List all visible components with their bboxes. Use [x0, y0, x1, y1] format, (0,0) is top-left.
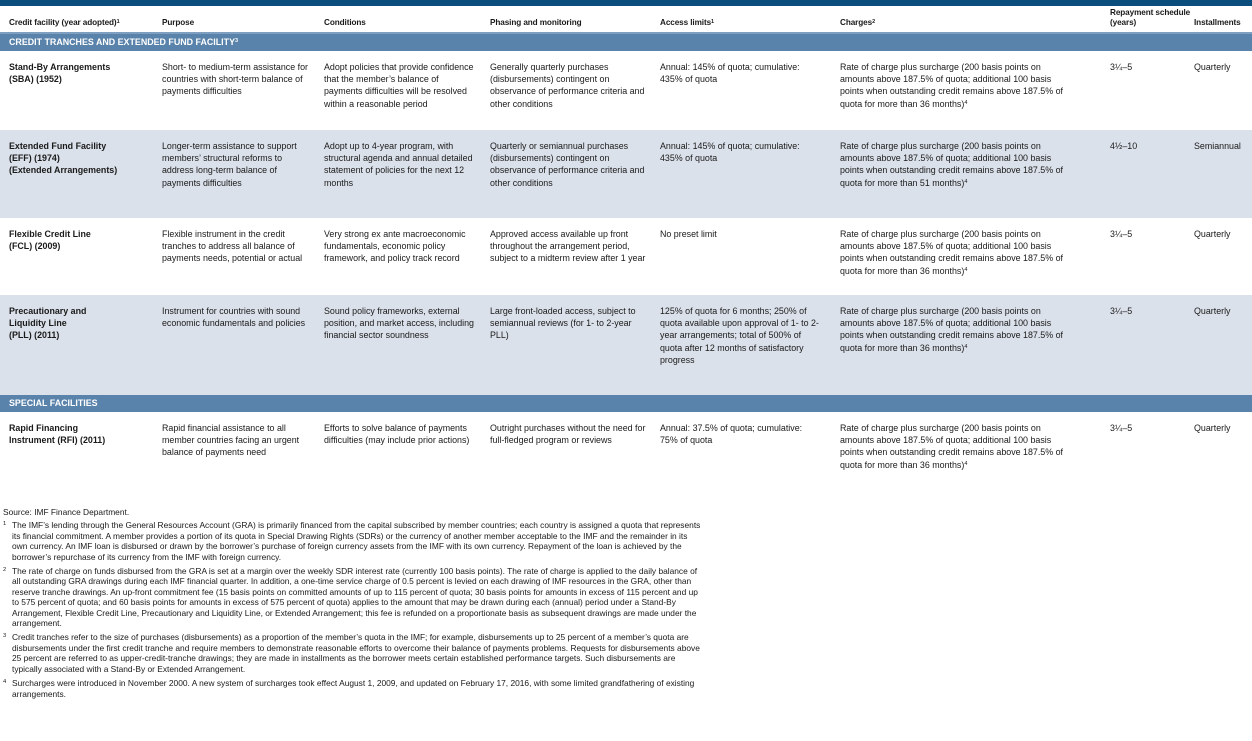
repayment-cell-text: 4½–10: [1110, 141, 1138, 151]
access-limits-cell: [660, 130, 840, 218]
facility-name-line: Instrument (RFI) (2011): [9, 435, 106, 446]
source-note: Source: IMF Finance Department.: [3, 507, 130, 517]
footnote: [3, 566, 703, 628]
phasing-cell: [490, 130, 660, 218]
access-limits-cell-text: Annual: 145% of quota; cumulative: 435% of quota: [660, 62, 800, 85]
repayment-cell: [1110, 295, 1194, 395]
conditions-cell: [324, 295, 490, 395]
footnote-ref: 4: [964, 460, 968, 467]
repayment-cell-text: 3¼–5: [1110, 306, 1133, 316]
purpose-cell-text: Longer-term assistance to support members’ structural reforms to address long-term balance of payments difficulties: [162, 141, 297, 188]
col-header-installments: Installments: [1194, 18, 1241, 27]
col-header-phasing: Phasing and monitoring: [490, 18, 582, 27]
facility-name-line: Flexible Credit Line: [9, 229, 91, 239]
facility-name-line: Rapid Financing: [9, 423, 79, 433]
conditions-cell: [324, 130, 490, 218]
conditions-cell-text: Efforts to solve balance of payments difficulties (may include prior actions): [324, 423, 470, 446]
purpose-cell-text: Rapid financial assistance to all member countries facing an urgent balance of payments need: [162, 423, 300, 458]
charges-cell-text: Rate of charge plus surcharge (200 basis points on amounts above 187.5% of quota; additional 100 basis points when outstanding credit remains above 187.5% of quota for more than 36 months): [840, 306, 1064, 353]
col-header-purpose: Purpose: [162, 18, 195, 27]
repayment-cell: [1110, 130, 1194, 218]
footnote-number: 1: [3, 521, 7, 528]
purpose-cell-text: Short- to medium-term assistance for countries with short-term balance of payments difficulties: [162, 62, 308, 97]
conditions-cell-text: Adopt up to 4-year program, with structural agenda and annual detailed statement of policies for the next 12 months: [324, 141, 473, 188]
col-header-repayment: Repayment schedule (years): [1110, 8, 1191, 27]
section-title-text: SPECIAL FACILITIES: [9, 398, 98, 409]
repayment-cell-text: 3¼–5: [1110, 62, 1133, 72]
table-row: [0, 218, 1252, 295]
footnotes: [3, 507, 703, 703]
conditions-cell-text: Adopt policies that provide confidence that the member’s balance of payments difficulties will be resolved within a reasonable period: [324, 62, 474, 109]
table-row: [0, 130, 1252, 218]
facility-name: [0, 218, 162, 295]
charges-cell-text: Rate of charge plus surcharge (200 basis points on amounts above 187.5% of quota; additional 100 basis points when outstanding credit remains above 187.5% of quota for more than 36 months): [840, 229, 1064, 276]
facility-name-line: (SBA) (1952): [9, 74, 62, 85]
footnote-ref: 4: [964, 266, 968, 273]
repayment-cell: [1110, 51, 1194, 130]
col-header-charges: Charges$^2$: [840, 18, 876, 27]
charges-cell: [840, 130, 1110, 218]
footnote-text: The IMF’s lending through the General Resources Account (GRA) is primarily financed from the capital subscribed by member countries; each country is assigned a quota that represents its financial commitment. A member provides a portion of its quota in Special Drawing Rights (SDRs) or the currency of another member acceptable to the IMF and the remainder in its own currency. An IMF loan is disbursed or drawn by the borrower’s purchase of foreign currency assets from the IMF with its own currency. Repayment of the loan is achieved by the borrower’s repurchase of its currency from the IMF with foreign currency.: [12, 520, 701, 562]
phasing-cell-text: Large front-loaded access, subject to semiannual reviews (for 1- to 2-year PLL): [490, 306, 636, 341]
facility-name-line: Liquidity Line: [9, 318, 67, 329]
installments-cell-text: Semiannual: [1194, 141, 1241, 151]
facility-name-line: (PLL) (2011): [9, 330, 60, 341]
repayment-cell: [1110, 412, 1194, 502]
charges-cell: [840, 412, 1110, 502]
phasing-cell: [490, 295, 660, 395]
installments-cell-text: Quarterly: [1194, 423, 1231, 433]
footnote-text: The rate of charge on funds disbursed from the GRA is set at a margin over the weekly SDR interest rate (currently 100 basis points). The rate of charge is applied to the daily balance of all outstanding GRA drawings during each IMF financial quarter. In addition, a one-time service charge of 0.5 percent is levied on each drawing of IMF resources in the GRA, other than reserve tranche drawings. An up-front commitment fee (15 basis points on committed amounts of up to 115 percent of quota; 30 basis points for amounts in excess of 115 percent and up to 575 percent of quota; and 60 basis points for amounts in excess of 575 percent of quota) applies to the amount that may be drawn during each (annual) period under a Stand-By Arrangement, Flexible Credit Line, Precautionary and Liquidity Line, or Extended Arrangement; this fee is refunded on a proportionate basis as subsequent drawings are made under the arrangement.: [12, 566, 698, 629]
phasing-cell-text: Approved access available up front throughout the arrangement period, subject to a midterm review after 1 year: [490, 229, 646, 264]
charges-cell-text: Rate of charge plus surcharge (200 basis points on amounts above 187.5% of quota; additional 100 basis points when outstanding credit remains above 187.5% of quota for more than 36 months): [840, 423, 1064, 470]
charges-cell: [840, 295, 1110, 395]
facility-name: [0, 295, 162, 395]
installments-cell: [1194, 218, 1252, 295]
footnote-ref: 4: [964, 178, 968, 185]
table-row: [0, 412, 1252, 502]
purpose-cell: [162, 412, 324, 502]
table-header-row: [0, 6, 1252, 33]
col-header-credit-facility: Credit facility (year adopted)$^1$: [9, 18, 120, 27]
access-limits-cell: [660, 51, 840, 130]
facility-name-line: (FCL) (2009): [9, 241, 61, 252]
facility-name-line: Precautionary and: [9, 306, 87, 316]
repayment-cell-text: 3¼–5: [1110, 423, 1133, 433]
table-row: [0, 51, 1252, 130]
access-limits-cell-text: 125% of quota for 6 months; 250% of quota available upon approval of 1- to 2-year arrangements; total of 500% of quota after 12 months of satisfactory progress: [660, 306, 819, 365]
access-limits-cell: [660, 412, 840, 502]
section-title: [0, 33, 1252, 51]
facility-name-line: (Extended Arrangements): [9, 165, 118, 176]
phasing-cell: [490, 218, 660, 295]
phasing-cell-text: Quarterly or semiannual purchases (disbursements) contingent on observance of performance criteria and other conditions: [490, 141, 645, 188]
charges-cell: [840, 218, 1110, 295]
access-limits-cell: [660, 218, 840, 295]
col-header-access-limits: Access limits$^1$: [660, 18, 715, 27]
footnote-ref: 4: [964, 99, 968, 106]
conditions-cell-text: Sound policy frameworks, external position, and market access, including financial sector soundness: [324, 306, 474, 341]
section-header: [0, 33, 1252, 51]
section-title-text: CREDIT TRANCHES AND EXTENDED FUND FACILITY: [9, 37, 235, 48]
installments-cell: [1194, 295, 1252, 395]
conditions-cell: [324, 412, 490, 502]
facility-name-line: (EFF) (1974): [9, 153, 60, 164]
facility-name: [0, 412, 162, 502]
footnote: [3, 678, 703, 699]
charges-cell-text: Rate of charge plus surcharge (200 basis points on amounts above 187.5% of quota; additional 100 basis points when outstanding credit remains above 187.5% of quota for more than 36 months): [840, 62, 1064, 109]
installments-cell-text: Quarterly: [1194, 306, 1231, 316]
conditions-cell-text: Very strong ex ante macroeconomic fundamentals, economic policy framework, and policy track record: [324, 229, 466, 264]
repayment-cell-text: 3¼–5: [1110, 229, 1133, 239]
phasing-cell-text: Outright purchases without the need for full-fledged program or reviews: [490, 423, 646, 446]
footnote-text: Credit tranches refer to the size of purchases (disbursements) as a proportion of the member’s quota in the IMF; for example, disbursements up to 25 percent of a member’s quota are disbursements under the first credit tranche and require members to demonstrate reasonable efforts to overcome their balance of payments problems. Requests for disbursements above 25 percent are referred to as upper-credit-tranche drawings; they are made in installments as the borrower meets certain established performance targets. Such disbursements are typically associated with a Stand-By or Extended Arrangement.: [12, 632, 700, 674]
conditions-cell: [324, 51, 490, 130]
charges-cell: [840, 51, 1110, 130]
installments-cell: [1194, 412, 1252, 502]
footnote-number: 4: [3, 679, 7, 686]
facility-name-line: Extended Fund Facility: [9, 141, 107, 151]
purpose-cell: [162, 51, 324, 130]
phasing-cell: [490, 412, 660, 502]
conditions-cell: [324, 218, 490, 295]
phasing-cell: [490, 51, 660, 130]
access-limits-cell-text: No preset limit: [660, 229, 717, 239]
footnote: [3, 632, 703, 674]
access-limits-cell-text: Annual: 145% of quota; cumulative: 435% of quota: [660, 141, 800, 164]
purpose-cell: [162, 218, 324, 295]
section-title: [0, 395, 1252, 412]
col-header-conditions: Conditions: [324, 18, 366, 27]
phasing-cell-text: Generally quarterly purchases (disbursements) contingent on observance of performance criteria and other conditions: [490, 62, 645, 109]
footnote-number: 3: [3, 633, 7, 640]
installments-cell-text: Quarterly: [1194, 229, 1231, 239]
footnote-text: Surcharges were introduced in November 2000. A new system of surcharges took effect August 1, 2009, and updated on February 17, 2016, with some limited grandfathering of existing arrangements.: [12, 678, 695, 699]
access-limits-cell: [660, 295, 840, 395]
footnote-number: 2: [3, 567, 7, 574]
facility-name-line: Stand-By Arrangements: [9, 62, 111, 72]
installments-cell: [1194, 51, 1252, 130]
installments-cell-text: Quarterly: [1194, 62, 1231, 72]
footnote-ref: 3: [235, 38, 239, 45]
installments-cell: [1194, 130, 1252, 218]
facility-name: [0, 130, 162, 218]
purpose-cell: [162, 130, 324, 218]
footnote-ref: 4: [964, 343, 968, 350]
access-limits-cell-text: Annual: 37.5% of quota; cumulative: 75% of quota: [660, 423, 803, 446]
footnote: [3, 520, 703, 562]
section-header: [0, 395, 1252, 412]
repayment-cell: [1110, 218, 1194, 295]
facility-name: [0, 51, 162, 130]
charges-cell-text: Rate of charge plus surcharge (200 basis points on amounts above 187.5% of quota; additional 100 basis points when outstanding credit remains above 187.5% of quota for more than 51 months): [840, 141, 1064, 188]
table-row: [0, 295, 1252, 395]
purpose-cell-text: Instrument for countries with sound economic fundamentals and policies: [162, 306, 306, 329]
purpose-cell: [162, 295, 324, 395]
lending-facilities-table: [0, 6, 1252, 502]
purpose-cell-text: Flexible instrument in the credit tranches to address all balance of payments needs, potential or actual: [162, 229, 303, 264]
